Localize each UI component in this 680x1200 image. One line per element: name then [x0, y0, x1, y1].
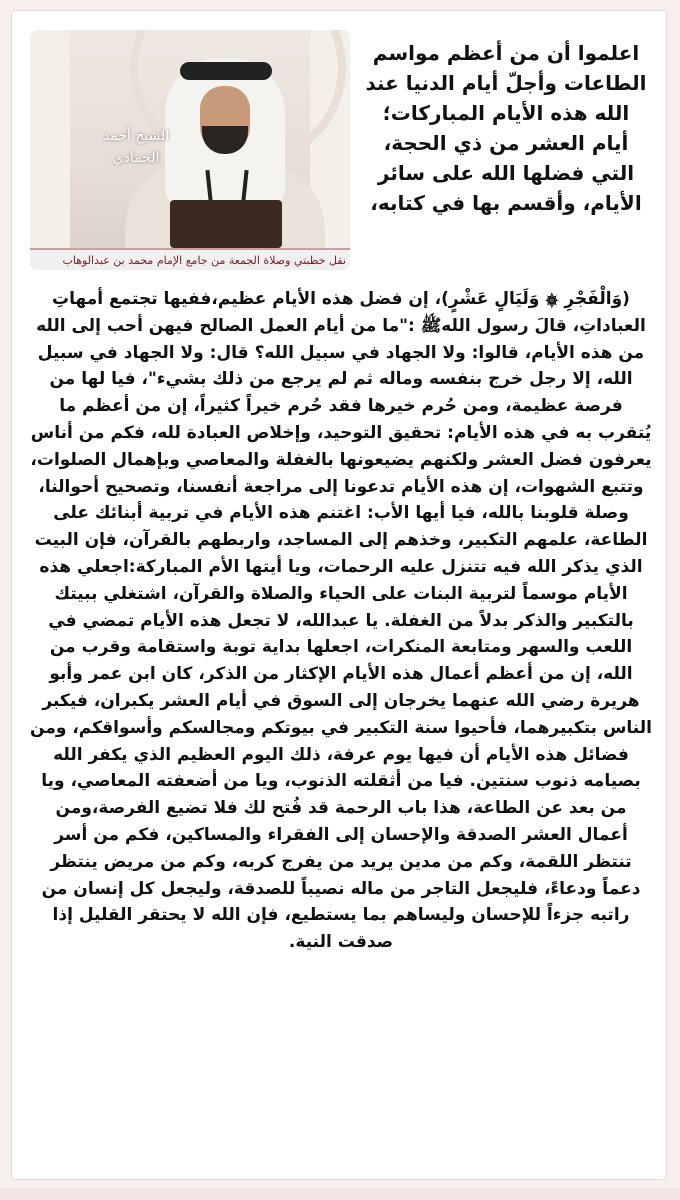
speaker-agal [180, 62, 272, 80]
pulpit [170, 200, 282, 248]
mosque-pillar-left [30, 30, 70, 248]
sermon-body: (وَالْفَجْرِ ۞ وَلَيَالٍ عَشْرٍ)، إن فضل هذه الأيام عظيم،ففيها تجتمع أمهاتِ العباداتِ، قالَ رسول اللهﷺ :"ما من أيام العمل الصالح فيهن أحب إلى الله من هذه الأيام، قالوا: ولا الجهاد في سبيل الله؟ قال: ولا الجهاد في سبيل الله، إلا رجل خرج بنفسه وماله ثم لم يرجع من ذلك بشيء"، فيا لها من فرصة عظيمة، ومن حُرم خيرها فقد حُرم خيراً كثيراً، إن من أعظم ما يُتقرب به في هذه الأيام: تحقيق التوحيد، وإخلاص العبادة لله، فكم من أناس يعرفون فضل العشر ولكنهم يضيعونها بالغفلة والمعاصي وبإهمال الصلوات، وتتبع الشهوات، إن هذه الأيام تدعونا إلى مراجعة أنفسنا، وتصحيح أحوالنا، وصلة قلوبنا بالله، فيا أيها الأب: اغتنم هذه الأيام في تربية أبنائك على الطاعة، علمهم التكبير، وخذهم إلى المساجد، واربطهم بالقرآن، فإن البيت الذي يذكر الله فيه تتنزل عليه الرحمات، ويا أيتها الأم المباركة:اجعلي هذه الأيام موسماً لتربية البنات على الحياء والصلاة والقرآن، اشتغلي ببيتك بالتكبير والذكر بدلاً من الغفلة. يا عبدالله، لا تجعل هذه الأيام تمضي في اللعب والسهر ومتابعة المنكرات، اجعلها بداية توبة واستقامة وقرب من الله، إن من أعظم أعمال هذه الأيام الإكثار من الذكر، كان ابن عمر وأبو هريرة رضي الله عنهما يخرجان إلى السوق في أيام العشر يكبران، فيكبر الناس بتكبيرهما، فأحيوا سنة التكبير في بيوتكم ومجالسكم وأسواقكم، ومن فضائل هذه الأيام أن فيها يوم عرفة، ذلك اليوم العظيم الذي يكفر الله بصيامه ذنوب سنتين. فيا من أثقلته الذنوب، ويا من أضعفته المعاصي، ويا من بعد عن الطاعة، هذا باب الرحمة قد فُتح لك فلا تضيع الفرصة،ومن أعمال العشر الصدقة والإحسان إلى الفقراء والمساكين، فكم من أسر تنتظر اللقمة، وكم من مدين يريد من يفرج كربه، وكم من مريض ينتظر دعماً ودعاءً، فليجعل التاجر من ماله نصيباً للصدقة، وليجعل كل إنسان من راتبه جزءاً للإحسان وليساهم بما يستطيع، فإن الله لا يحتقر القليل إذا صدقت النية. [30, 289, 652, 953]
broadcast-ticker: نقل خطبتي وصلاة الجمعة من جامع الإمام محمد بن عبدالوهاب [30, 248, 350, 270]
intro-paragraph: اعلموا أن من أعظم مواسم الطاعات وأجلّ أيام الدنيا عند الله هذه الأيام المباركات؛ أيام العشر من ذي الحجة، التي فضلها الله على سائر الأيام، وأقسم بها في كتابه، [365, 41, 647, 215]
speaker-name: الشيخ أحمد الحمادي [102, 128, 170, 166]
bottom-strip [0, 1188, 680, 1200]
speaker-photo [30, 30, 350, 270]
